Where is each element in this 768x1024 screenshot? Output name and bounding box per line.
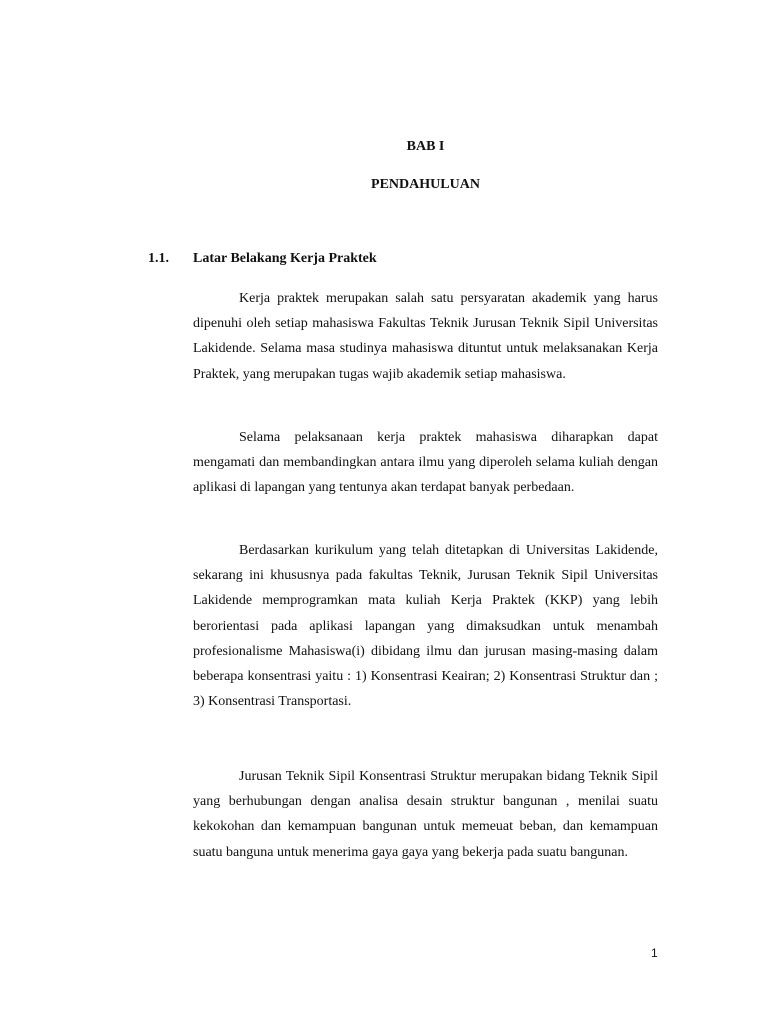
chapter-title: PENDAHULUAN <box>371 177 480 192</box>
paragraph-4: Jurusan Teknik Sipil Konsentrasi Struktur merupakan bidang Teknik Sipil yang berhubungan dengan analisa desain struktur bangunan , menilai suatu kekokohan dan kemampuan bangunan untuk memeuat beban, dan kemampuan suatu banguna untuk menerima gaya gaya yang bekerja pada suatu bangunan. <box>193 769 658 860</box>
chapter-label: BAB I <box>406 139 445 154</box>
page-number: 1 <box>651 946 658 960</box>
section-title: Latar Belakang Kerja Praktek <box>193 251 377 266</box>
paragraph-3: Berdasarkan kurikulum yang telah ditetapkan di Universitas Lakidende, sekarang ini khususnya pada fakultas Teknik, Jurusan Teknik Sipil Universitas Lakidende memprogramkan mata kuliah Kerja Praktek (KKP) yang lebih berorientasi pada aplikasi lapangan yang dimaksudkan untuk menambah profesionalisme Mahasiswa(i) dibidang ilmu dan jurusan masing-masing dalam beberapa konsentrasi yaitu : 1) Konsentrasi Keairan; 2) Konsentrasi Struktur dan ; 3) Konsentrasi Transportasi. <box>193 543 658 710</box>
section-number: 1.1. <box>148 251 169 266</box>
paragraph-2: Selama pelaksanaan kerja praktek mahasiswa diharapkan dapat mengamati dan membandingkan antara ilmu yang diperoleh selama kuliah dengan aplikasi di lapangan yang tentunya akan terdapat banyak perbedaan. <box>193 430 658 496</box>
paragraph-1: Kerja praktek merupakan salah satu persyaratan akademik yang harus dipenuhi oleh setiap mahasiswa Fakultas Teknik Jurusan Teknik Sipil Universitas Lakidende. Selama masa studinya mahasiswa dituntut untuk melaksanakan Kerja Praktek, yang merupakan tugas wajib akademik setiap mahasiswa. <box>193 291 658 382</box>
